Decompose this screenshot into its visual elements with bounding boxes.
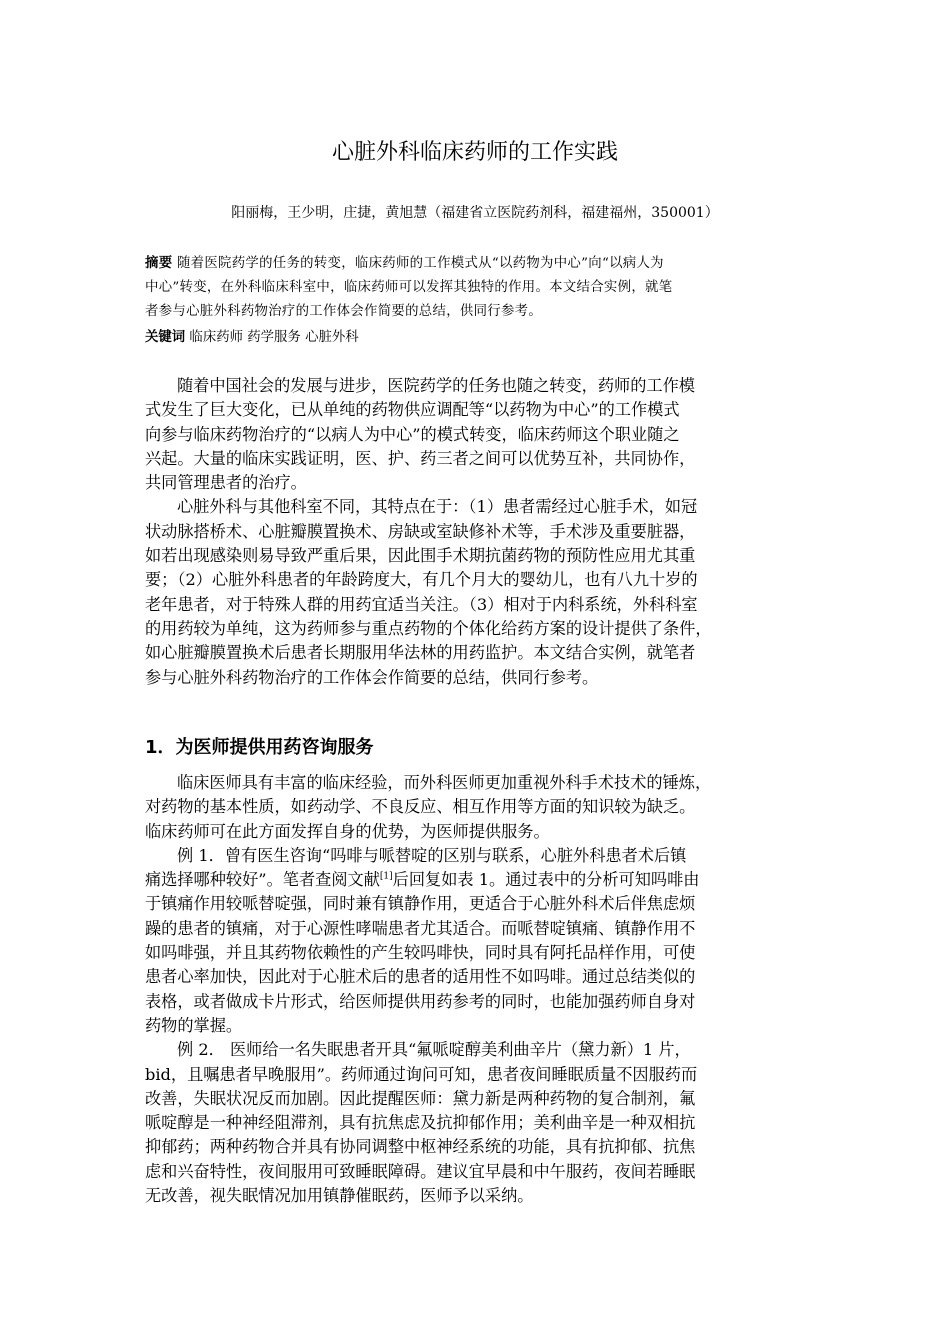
section-heading: 1．为医师提供用药咨询服务 xyxy=(145,737,374,758)
text-line: 哌啶醇是一种神经阻滞剂，具有抗焦虑及抗抑郁作用；美利曲辛是一种双相抗 xyxy=(145,1113,696,1133)
text-line: 临床医师具有丰富的临床经验，而外科医师更加重视外科手术技术的锤炼， xyxy=(177,773,712,792)
abstract-line: 中心”转变，在外科临床科室中，临床药师可以发挥其独特的作用。本文结合实例，就笔 xyxy=(145,280,673,295)
text-line: 虑和兴奋特性，夜间服用可致睡眠障碍。建议宜早晨和中午服药，夜间若睡眠 xyxy=(145,1161,696,1181)
paper-title: 心脏外科临床药师的工作实践 xyxy=(331,140,618,165)
section1-body xyxy=(145,771,810,1208)
abstract-text: 随着医院药学的任务的转变，临床药师的工作模式从“以药物为中心”向“以病人为 xyxy=(172,256,664,271)
text-line: 对药物的基本性质，如药动学、不良反应、相互作用等方面的知识较为缺乏。 xyxy=(145,797,696,817)
keywords-text: 临床药师 药学服务 心脏外科 xyxy=(185,330,359,345)
abstract-line xyxy=(145,251,815,276)
text-line: 临床药师可在此方面发挥自身的优势，为医师提供服务。 xyxy=(145,821,550,841)
text-line: 状动脉搭桥术、心脏瓣膜置换术、房缺或室缺修补术等，手术涉及重要脏器， xyxy=(145,521,696,541)
abstract xyxy=(145,251,815,324)
text-line xyxy=(145,868,810,892)
abstract-label: 摘要 xyxy=(145,255,173,271)
text-line: 抑郁药；两种药物合并具有协同调整中枢神经系统的功能，具有抗抑郁、抗焦 xyxy=(145,1137,696,1157)
text-line: 改善，失眠状况反而加剧。因此提醒医师：黛力新是两种药物的复合制剂，氟 xyxy=(145,1088,696,1108)
keywords-label: 关键词 xyxy=(145,329,186,345)
text-line: 要；（2）心脏外科患者的年龄跨度大，有几个月大的婴幼儿，也有八九十岁的 xyxy=(145,570,698,590)
text-line: 表格，或者做成卡片形式，给医师提供用药参考的同时，也能加强药师自身对 xyxy=(145,991,696,1011)
text-line: 参与心脏外科药物治疗的工作体会作简要的总结，供同行参考。 xyxy=(145,667,599,687)
text-line: 的用药较为单纯，这为药师参与重点药物的个体化给药方案的设计提供了条件， xyxy=(145,618,712,638)
citation-ref[interactable]: [1] xyxy=(379,871,393,882)
author-affiliation: 阳丽梅，王少明，庄捷，黄旭慧（福建省立医院药剂科，福建福州，350001） xyxy=(231,205,719,221)
text-line: 如心脏瓣膜置换术后患者长期服用华法林的用药监护。本文结合实例，就笔者 xyxy=(145,643,696,663)
text-line: 于镇痛作用较哌替啶强，同时兼有镇静作用，更适合于心脏外科术后伴焦虑烦 xyxy=(145,894,696,914)
text-line: 例 2． 医师给一名失眠患者开具“氟哌啶醇美利曲辛片（黛力新）1 片， xyxy=(177,1040,691,1060)
text-line: 药物的掌握。 xyxy=(145,1015,243,1035)
text-line: 老年患者，对于特殊人群的用药宜适当关注。（3）相对于内科系统，外科科室 xyxy=(145,594,698,614)
text-segment: 后回复如表 1。通过表中的分析可知吗啡由 xyxy=(392,870,700,890)
text-segment: 痛选择哪种较好”。笔者查阅文献 xyxy=(145,870,380,890)
text-line: 共同管理患者的治疗。 xyxy=(145,473,307,493)
text-line: 随着中国社会的发展与进步，医院药学的任务也随之转变，药师的工作模 xyxy=(177,376,695,395)
text-line: 患者心率加快，因此对于心脏术后的患者的适用性不如吗啡。通过总结类似的 xyxy=(145,967,696,987)
text-line: 兴起。大量的临床实践证明，医、护、药三者之间可以优势互补，共同协作， xyxy=(145,448,696,468)
text-line: 式发生了巨大变化，已从单纯的药物供应调配等“以药物为中心”的工作模式 xyxy=(145,400,680,420)
text-line: 如若出现感染则易导致严重后果，因此围手术期抗菌药物的预防性应用尤其重 xyxy=(145,546,696,566)
text-line: 向参与临床药物治疗的“以病人为中心”的模式转变，临床药师这个职业随之 xyxy=(145,424,680,444)
text-line: bid，且嘱患者早晚服用”。药师通过询问可知，患者夜间睡眠质量不因服药而 xyxy=(145,1064,698,1084)
text-line: 如吗啡强，并且其药物依赖性的产生较吗啡快，同时具有阿托品样作用，可使 xyxy=(145,943,696,963)
text-line: 例 1．曾有医生咨询“吗啡与哌替啶的区别与联系，心脏外科患者术后镇 xyxy=(177,845,687,865)
abstract-line: 者参与心脏外科药物治疗的工作体会作简要的总结，供同行参考。 xyxy=(145,304,543,319)
intro-section xyxy=(145,374,810,690)
keywords xyxy=(145,326,815,349)
text-line: 无改善，视失眠情况加用镇静催眠药，医师予以采纳。 xyxy=(145,1186,534,1206)
text-line: 躁的患者的镇痛，对于心源性哮喘患者尤其适合。而哌替啶镇痛、镇静作用不 xyxy=(145,918,696,938)
text-line: 心脏外科与其他科室不同，其特点在于：（1）患者需经过心脏手术，如冠 xyxy=(177,497,698,517)
